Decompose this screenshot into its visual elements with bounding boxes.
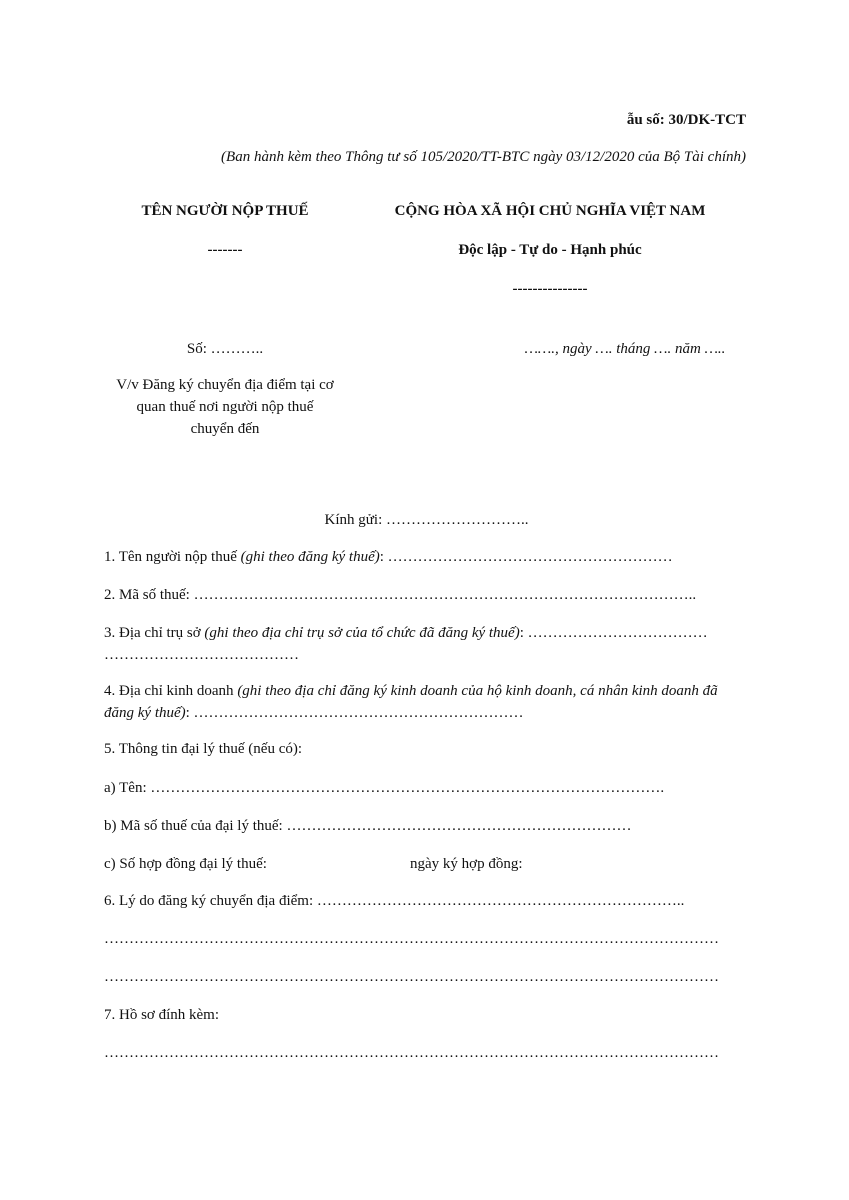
taxpayer-heading: TÊN NGƯỜI NỘP THUẾ	[141, 203, 309, 219]
field-tax-agent-code: b) Mã số thuế của đại lý thuế: ……………………………………………………………	[104, 818, 632, 834]
field-dots: : …………………………………………………………	[185, 705, 524, 721]
subject-line-1: V/v Đăng ký chuyển địa điểm tại cơ	[116, 377, 334, 393]
field-relocation-reason-line-1: ……………………………………………………………………………………………………………	[104, 931, 719, 947]
field-relocation-reason: 6. Lý do đăng ký chuyển địa điểm: ………………………………………………………………..	[104, 893, 685, 909]
field-tax-code: 2. Mã số thuế: ………………………………………………………………………………………..	[104, 587, 697, 603]
subject-line-2: quan thuế nơi người nộp thuế	[136, 399, 314, 415]
field-tax-agent-name: a) Tên: ………………………………………………………………………………………….	[104, 780, 665, 796]
taxpayer-dashes: -------	[207, 242, 243, 258]
field-head-office	[104, 625, 749, 642]
field-agent-contract-date: ngày ký hợp đồng:	[410, 856, 523, 872]
field-business-address	[104, 683, 749, 700]
recipient: Kính gửi: ………………………..	[324, 512, 529, 528]
field-note: (ghi theo đăng ký thuế)	[240, 549, 380, 565]
issued-note: (Ban hành kèm theo Thông tư số 105/2020/TT-BTC ngày 03/12/2020 của Bộ Tài chính)	[221, 149, 746, 165]
field-head-office-continued: …………………………………	[104, 647, 299, 663]
field-agent-contract-number: c) Số hợp đồng đại lý thuế:	[104, 856, 267, 872]
field-tax-agent-info: 5. Thông tin đại lý thuế (nếu có):	[104, 741, 303, 757]
field-relocation-reason-line-2: ……………………………………………………………………………………………………………	[104, 969, 719, 985]
field-label: 1. Tên người nộp thuế	[104, 549, 241, 565]
field-note: (ghi theo địa chỉ đăng ký kinh doanh của hộ kinh doanh, cá nhân kinh doanh đã	[237, 683, 718, 699]
field-dots: : …………………………………………………	[379, 549, 673, 565]
republic-heading: CỘNG HÒA XÃ HỘI CHỦ NGHĨA VIỆT NAM	[394, 203, 706, 219]
field-label: 3. Địa chỉ trụ sở	[104, 625, 205, 641]
field-attachments: 7. Hồ sơ đính kèm:	[104, 1007, 220, 1023]
field-attachments-line-1: ……………………………………………………………………………………………………………	[104, 1045, 719, 1061]
motto: Độc lập - Tự do - Hạnh phúc	[458, 242, 642, 258]
field-label: 4. Địa chỉ kinh doanh	[104, 683, 238, 699]
field-note: đăng ký thuế)	[104, 705, 186, 721]
subject-line-3: chuyển đến	[190, 421, 260, 437]
motto-dashes: ---------------	[512, 281, 588, 297]
field-dots: : ………………………………	[519, 625, 708, 641]
field-taxpayer-name	[104, 549, 749, 566]
form-number: ẫu số: 30/DK-TCT	[626, 112, 746, 128]
field-note: (ghi theo địa chỉ trụ sở của tổ chức đã đăng ký thuế)	[204, 625, 520, 641]
date-line: ……., ngày …. tháng …. năm …..	[524, 341, 726, 357]
field-business-address-continued	[104, 705, 749, 722]
document-number: Số: ………..	[186, 341, 264, 357]
